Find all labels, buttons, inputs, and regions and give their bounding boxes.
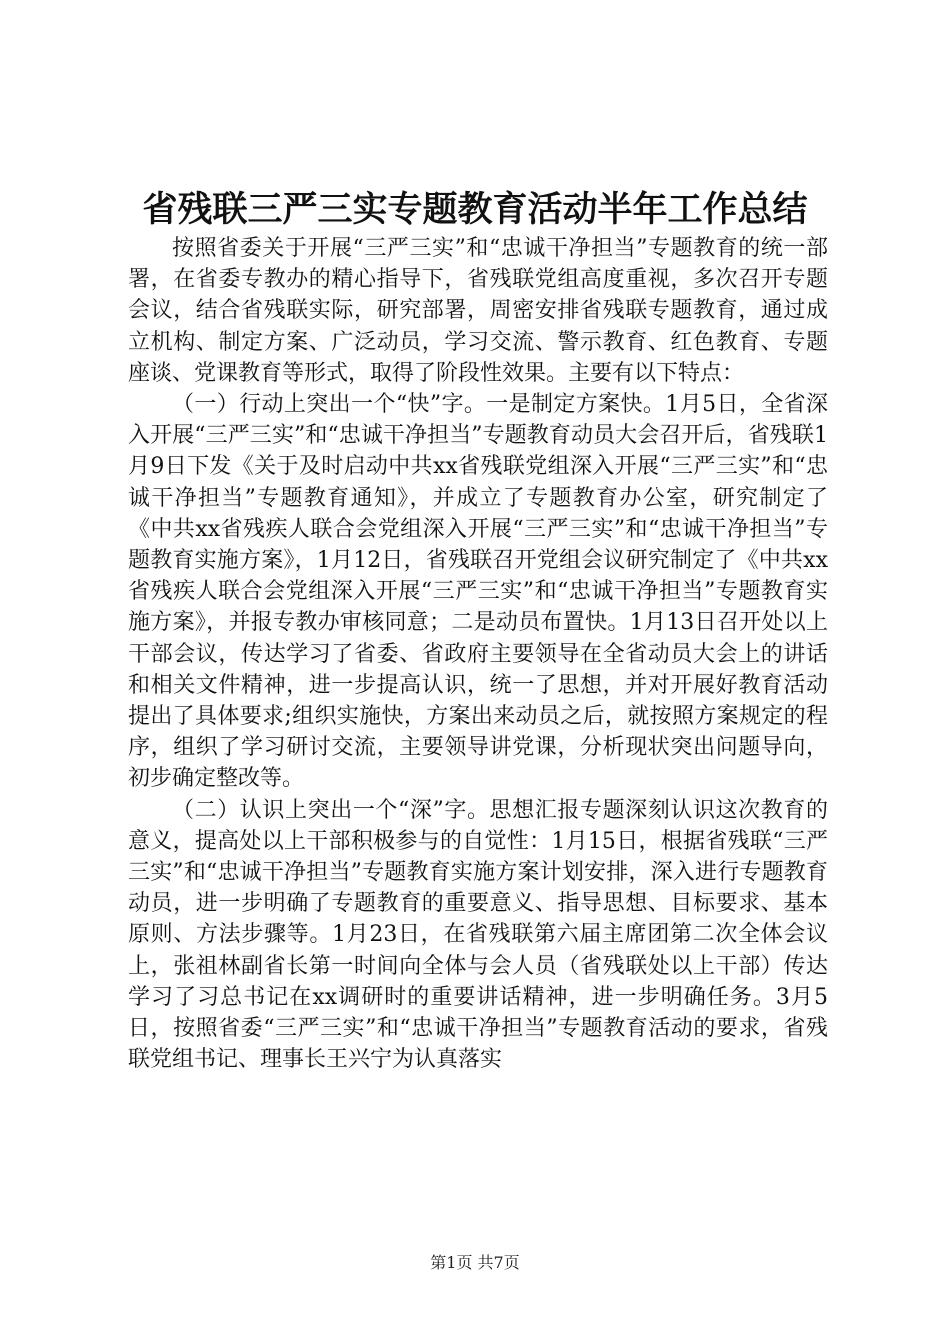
page-number-footer: 第1页 共7页: [430, 1253, 520, 1272]
document-body: [128, 233, 828, 1075]
paragraph-section-2: （二）认识上突出一个“深”字。思想汇报专题深刻认识这次教育的意义，提高处以上干部积极参与的自觉性：1月15日，根据省残联“三严三实”和“忠诚干净担当”专题教育实施方案计划安排，深入进行专题教育动员，进一步明确了专题教育的重要意义、指导思想、目标要求、基本原则、方法步骤等。1月23日，在省残联第六届主席团第二次全体会议上，张祖林副省长第一时间向全体与会人员（省残联处以上干部）传达学习了习总书记在xx调研时的重要讲话精神，进一步明确任务。3月5日，按照省委“三严三实”和“忠诚干净担当”专题教育活动的要求，省残联党组书记、理事长王兴宁为认真落实: [128, 797, 828, 1073]
paragraph-section-1: （一）行动上突出一个“快”字。一是制定方案快。1月5日，全省深入开展“三严三实”和“忠诚干净担当”专题教育动员大会召开后，省残联1月9日下发《关于及时启动中共xx省残联党组深入开展“三严三实”和“忠诚干净担当”专题教育通知》，并成立了专题教育办公室，研究制定了《中共xx省残疾人联合会党组深入开展“三严三实”和“忠诚干净担当”专题教育实施方案》，1月12日，省残联召开党组会议研究制定了《中共xx省残疾人联合会党组深入开展“三严三实”和“忠诚干净担当”专题教育实施方案》，并报专教办审核同意；二是动员布置快。1月13日召开处以上干部会议，传达学习了省委、省政府主要领导在全省动员大会上的讲话和相关文件精神，进一步提高认识，统一了思想，并对开展好教育活动提出了具体要求;组织实施快，方案出来动员之后，就按照方案规定的程序，组织了学习研讨交流，主要领导讲党课，分析现状突出问题导向，初步确定整改等。: [128, 392, 828, 792]
paragraph-intro: 按照省委关于开展“三严三实”和“忠诚干净担当”专题教育的统一部署，在省委专教办的精心指导下，省残联党组高度重视，多次召开专题会议，结合省残联实际，研究部署，周密安排省残联专题教育，通过成立机构、制定方案、广泛动员，学习交流、警示教育、红色教育、专题座谈、党课教育等形式，取得了阶段性效果。主要有以下特点：: [128, 236, 828, 386]
document-title: 省残联三严三实专题教育活动半年工作总结: [142, 190, 808, 230]
